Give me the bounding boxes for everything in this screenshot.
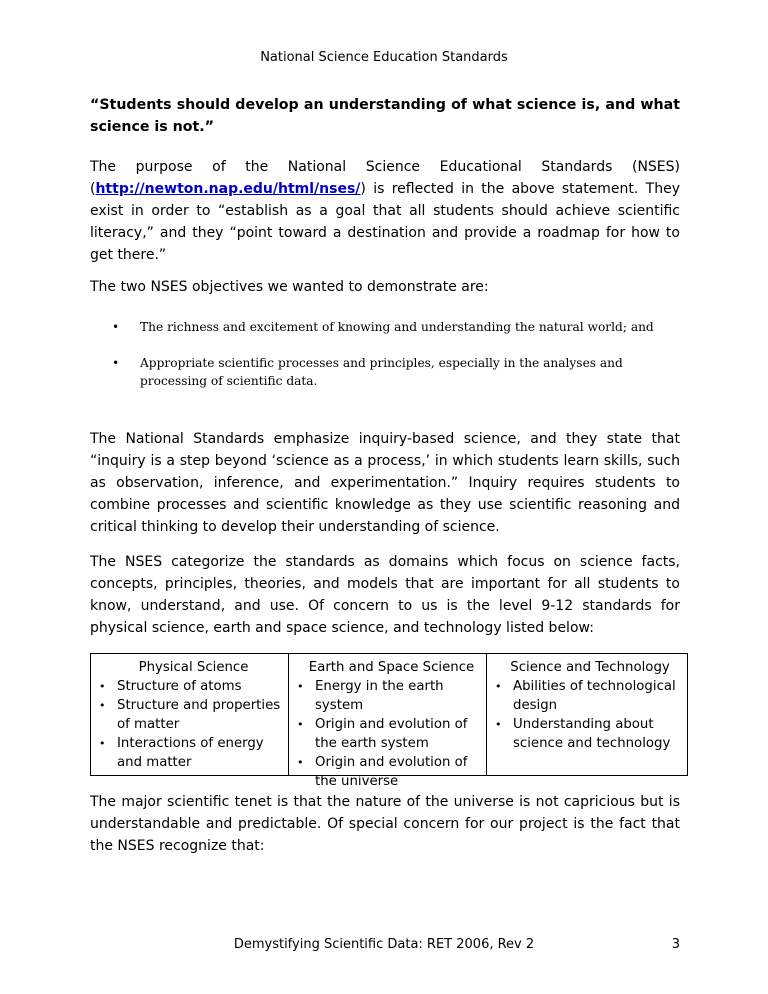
objectives-list [112, 318, 682, 408]
earth-space-science-column [289, 654, 487, 789]
column-heading: Science and Technology [510, 660, 670, 675]
bullet-icon: • [297, 756, 304, 769]
objectives-intro: The two NSES objectives we wanted to demonstrate are: [90, 279, 489, 295]
tenet-paragraph: The major scientific tenet is that the nature of the universe is not capricious but is understandable and predictable. Of special concern for our project is the fact that the NSES recognize that: [90, 794, 680, 854]
bullet-icon: • [99, 699, 106, 712]
list-item [99, 696, 288, 734]
page-number: 3 [671, 937, 680, 952]
list-item [112, 318, 682, 336]
standard-item: Structure and properties of matter [117, 698, 281, 732]
column-heading: Earth and Space Science [308, 660, 475, 675]
objective-text: The richness and excitement of knowing and understanding the natural world; and [140, 320, 654, 334]
standards-table [90, 653, 688, 789]
bullet-icon: • [297, 680, 304, 693]
standard-item: Energy in the earth system [315, 679, 444, 713]
page-header: National Science Education Standards [260, 50, 508, 65]
bullet-icon: • [495, 680, 502, 693]
physical-science-column [91, 654, 289, 775]
bullet-icon: • [99, 680, 106, 693]
bullet-icon: • [112, 356, 120, 370]
bullet-icon: • [99, 737, 106, 750]
standard-item: Interactions of energy and matter [117, 736, 264, 770]
objective-text: Appropriate scientific processes and principles, especially in the analyses and processing of scientific data. [140, 356, 623, 388]
list-item [297, 715, 486, 753]
inquiry-paragraph: The National Standards emphasize inquiry-based science, and they state that “inquiry is a step beyond ‘science as a process,’ in which students learn skills, such as observation, inference, and experimentation.” Inquiry requires students to combine processes and scientific knowledge as they use scientific reasoning and critical thinking to develop their understanding of science. [90, 431, 680, 535]
standard-item: Structure of atoms [117, 679, 242, 694]
standard-item: Understanding about science and technology [513, 717, 671, 751]
standard-item: Origin and evolution of the earth system [315, 717, 468, 751]
purpose-text-before: The purpose of the National Science Educational Standards (NSES) ( [90, 159, 680, 197]
opening-quote: “Students should develop an understanding of what science is, and what science is not.” [90, 97, 680, 135]
list-item [297, 677, 486, 715]
list-item [112, 354, 682, 390]
list-item [99, 734, 288, 772]
purpose-paragraph [90, 156, 680, 266]
purpose-text-after: ) is reflected in the above statement. They exist in order to “establish as a goal that all students should achieve scientific literacy,” and they “point toward a destination and provide a roadmap for how to get there.” [90, 181, 680, 263]
standard-item: Origin and evolution of the universe [315, 755, 468, 789]
list-item [495, 677, 685, 715]
nses-link[interactable]: http://newton.nap.edu/html/nses/ [95, 181, 361, 197]
list-item [495, 715, 685, 753]
list-item [99, 677, 288, 696]
bullet-icon: • [112, 320, 120, 334]
footer-text: Demystifying Scientific Data: RET 2006, Rev 2 [233, 937, 535, 952]
column-heading: Physical Science [138, 660, 249, 675]
standard-item: Abilities of technological design [513, 679, 676, 713]
science-technology-column [487, 654, 685, 775]
list-item [297, 753, 486, 791]
bullet-icon: • [495, 718, 502, 731]
domains-paragraph: The NSES categorize the standards as domains which focus on science facts, concepts, principles, theories, and models that are important for all students to know, understand, and use. Of concern to us is the level 9-12 standards for physical science, earth and space science, and technology listed below: [90, 554, 680, 636]
bullet-icon: • [297, 718, 304, 731]
